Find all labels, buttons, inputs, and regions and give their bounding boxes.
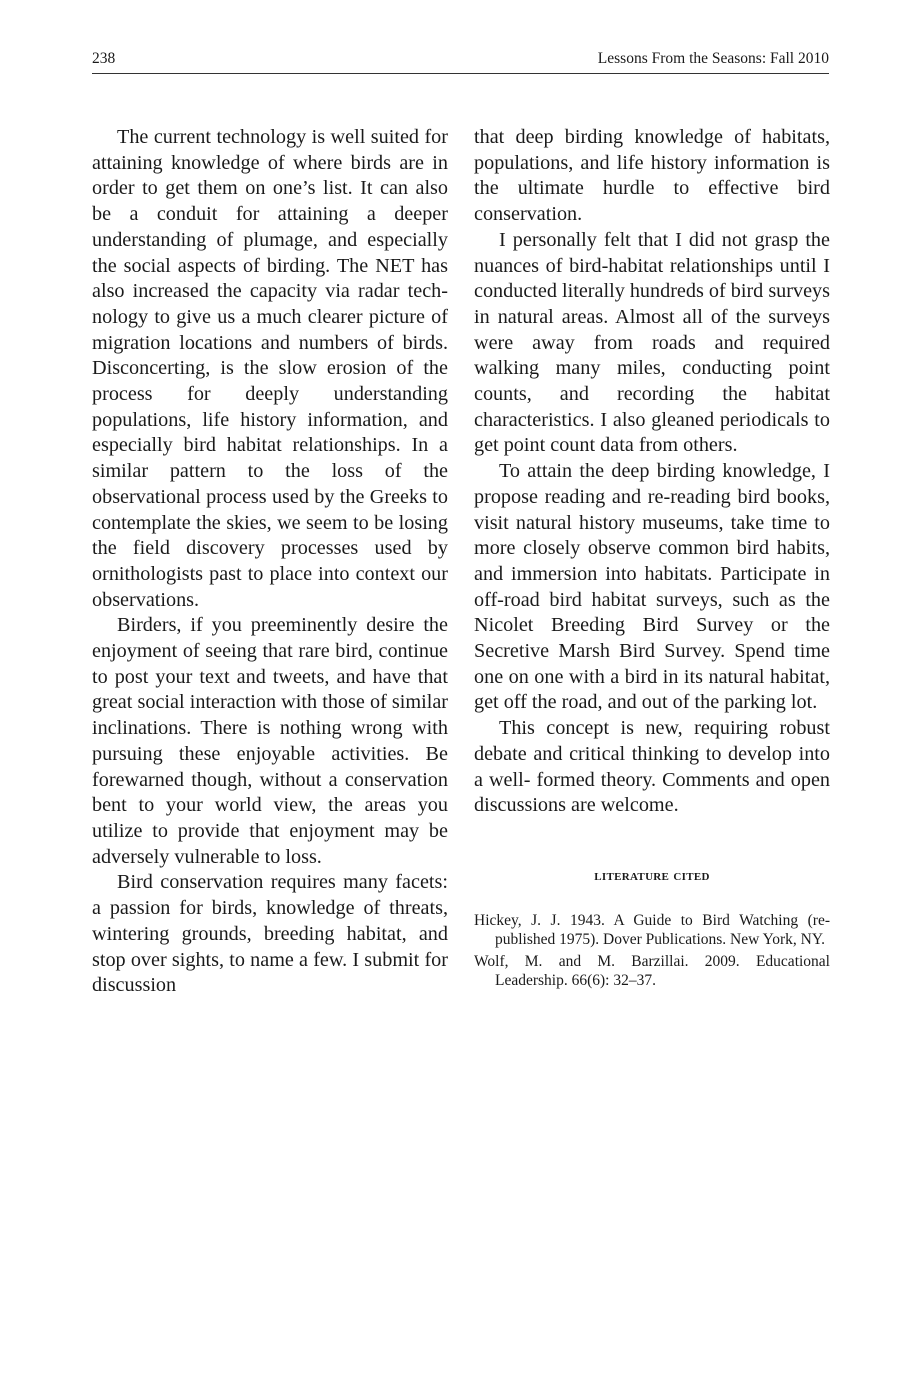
journal-title: Lessons From the Seasons: Fall 2010	[597, 50, 829, 67]
paragraph-continued: that deep birding knowledge of habitats, populations, and life history information is the ultimate hurdle to effective bird conservation.	[474, 126, 830, 226]
reference-list	[474, 911, 830, 990]
reference-item: Wolf, M. and M. Barzillai. 2009. Educational Leadership. 66(6): 32–37.	[474, 952, 830, 989]
page-number: 238	[92, 50, 116, 67]
running-head	[92, 50, 829, 74]
right-column	[474, 125, 830, 993]
paragraph: The current technology is well suited for attaining knowledge of where birds are in order to get them on one’s list. It can also be a conduit for attaining a deeper understanding of plumage, and especially the social aspects of birding. The NET has also increased the capacity via radar technology to give us a much clearer picture of migration locations and numbers of birds. Disconcerting, is the slow erosion of the process for deeply understanding populations, life history information, and especially bird habitat relationships. In a similar pattern to the loss of the observational process used by the Greeks to contemplate the skies, we seem to be losing the field discovery processes used by ornithologists past to place into context our observations.	[92, 126, 448, 611]
reference-item: Hickey, J. J. 1943. A Guide to Bird Watching (republished 1975). Dover Publications. New York, NY.	[474, 911, 830, 948]
paragraph: This concept is new, requiring robust debate and critical thinking to develop into a well- formed theory. Comments and open discussions are welcome.	[474, 717, 830, 817]
paragraph: I personally felt that I did not grasp the nuances of bird-habitat relationships until I conducted literally hundreds of bird surveys in natural areas. Almost all of the surveys were away from roads and required walking many miles, conducting point counts, and recording the habitat characteristics. I also gleaned periodicals to get point count data from others.	[474, 228, 830, 457]
paragraph: Bird conservation requires many facets: a passion for birds, knowledge of threats, wintering grounds, breeding habitat, and stop over sights, to name a few. I submit for discussion	[92, 871, 448, 997]
left-column	[92, 125, 448, 999]
paragraph: To attain the deep birding knowledge, I propose reading and re-reading bird books, visit natural history museums, take time to more closely observe common bird habits, and immersion into habitats. Participate in off-road bird habitat surveys, such as the Nicolet Breeding Bird Survey or the Secretive Marsh Bird Survey. Spend time one on one with a bird in its natural habitat, get off the road, and out of the parking lot.	[474, 460, 830, 714]
literature-cited-heading: literature cited	[594, 866, 710, 884]
paragraph: Birders, if you preeminently desire the enjoyment of seeing that rare bird, continue to post your text and tweets, and have that great social interaction with those of similar inclinations. There is nothing wrong with pursuing these enjoyable activities. Be forewarned though, without a conservation bent to your world view, the areas you utilize to provide that enjoyment may be adversely vulnerable to loss.	[92, 614, 448, 868]
